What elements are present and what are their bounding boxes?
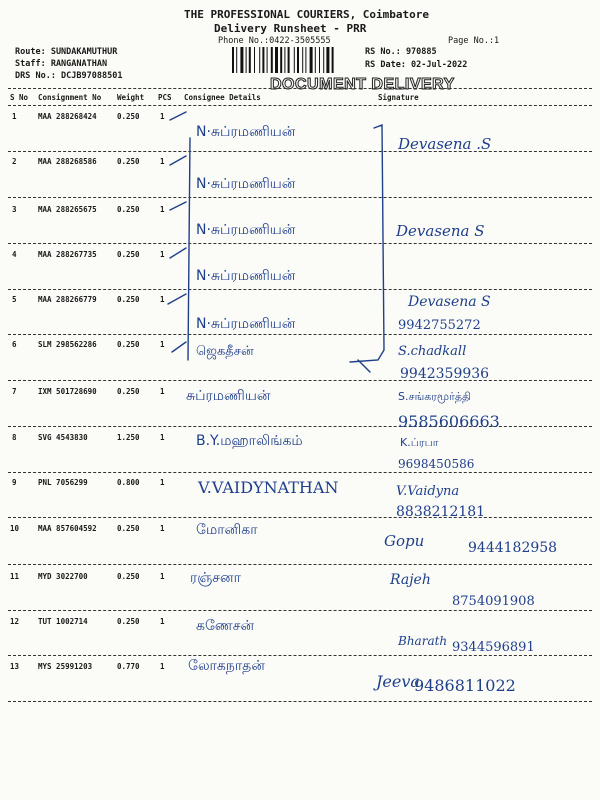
barcode-bar	[315, 47, 316, 73]
phone-number-handwritten: 9942755272	[398, 318, 481, 333]
row-weight: 0.250	[117, 387, 140, 396]
row-divider	[8, 243, 592, 244]
row-consignment: SLM 298562286	[38, 340, 97, 349]
header-bottom-rule	[8, 105, 592, 106]
barcode-bar	[271, 47, 273, 73]
row-divider	[8, 472, 592, 473]
signature: Rajeh	[390, 572, 431, 588]
row-divider	[8, 655, 592, 656]
page-number: Page No.:1	[448, 36, 500, 46]
barcode-bar	[288, 47, 290, 73]
row-pcs: 1	[160, 157, 165, 166]
signature: S.சங்கரமூர்த்தி	[398, 390, 472, 403]
document-delivery-stamp: DOCUMENT DELIVERY	[270, 76, 455, 93]
header-top-rule	[8, 88, 592, 89]
phone-number-handwritten: 8754091908	[452, 594, 535, 609]
barcode-bar	[305, 47, 306, 73]
signature: S.chadkall	[398, 344, 467, 359]
barcode-bar	[246, 47, 247, 73]
barcode-bar	[259, 47, 260, 73]
row-divider	[8, 289, 592, 290]
barcode-bar	[262, 47, 264, 73]
row-pcs: 1	[160, 433, 165, 442]
row-divider	[8, 151, 592, 152]
row-consignment: MAA 288266779	[38, 295, 97, 304]
phone-number-handwritten: 9942359936	[400, 366, 490, 382]
row-divider	[8, 610, 592, 611]
col-consignee: Consignee Details	[184, 93, 261, 102]
row-sno: 1	[12, 112, 17, 121]
col-weight: Weight	[117, 93, 145, 102]
signature: Jeeva	[376, 672, 420, 691]
row-pcs: 1	[160, 205, 165, 214]
row-sno: 3	[12, 205, 17, 214]
staff-label: Staff: RANGANATHAN	[15, 59, 108, 69]
row-divider	[8, 426, 592, 427]
barcode-bar	[326, 47, 329, 73]
barcode-bar	[323, 47, 324, 73]
barcode-bar	[297, 47, 299, 73]
row-sno: 2	[12, 157, 17, 166]
row-weight: 0.800	[117, 478, 140, 487]
row-pcs: 1	[160, 250, 165, 259]
barcode-bar	[302, 47, 303, 73]
row-pcs: 1	[160, 112, 165, 121]
row-divider	[8, 701, 592, 702]
barcode-bar	[332, 47, 334, 73]
row-sno: 10	[10, 524, 20, 533]
phone-number: Phone No.:0422-3505555	[218, 36, 331, 46]
route-label: Route: SUNDAKAMUTHUR	[15, 47, 118, 57]
col-consignment: Consignment No	[38, 93, 102, 102]
row-sno: 13	[10, 662, 20, 671]
row-weight: 0.250	[117, 340, 140, 349]
barcode-bar	[275, 47, 278, 73]
barcode-bar	[319, 47, 320, 73]
consignee-handwriting: N·சுப்ரமணியன்	[196, 268, 296, 284]
row-consignment: MAA 288268586	[38, 157, 97, 166]
row-consignment: MYS 25991203	[38, 662, 93, 671]
row-consignment: MYD 3022700	[38, 572, 88, 581]
row-consignment: TUT 1002714	[38, 617, 88, 626]
consignee-handwriting: லோகநாதன்	[188, 658, 265, 674]
signature: Devasena .S	[398, 135, 492, 153]
consignee-handwriting: ரஞ்சனா	[190, 570, 241, 586]
phone-number-handwritten: 9444182958	[468, 540, 558, 556]
consignee-handwriting: N·சுப்ரமணியன்	[196, 222, 296, 238]
row-pcs: 1	[160, 478, 165, 487]
col-sno: S No	[10, 93, 29, 102]
phone-number-handwritten: 9585606663	[398, 412, 500, 431]
signature: Devasena S	[408, 294, 491, 310]
row-weight: 0.250	[117, 572, 140, 581]
row-consignment: MAA 288267735	[38, 250, 97, 259]
row-consignment: MAA 288268424	[38, 112, 97, 121]
row-weight: 0.250	[117, 250, 140, 259]
consignee-handwriting: சுப்ரமணியன்	[186, 388, 271, 404]
signature: K.ப்ரபா	[400, 436, 439, 449]
row-consignment: IXM 501728690	[38, 387, 97, 396]
row-weight: 0.770	[117, 662, 140, 671]
barcode-bar	[267, 47, 268, 73]
consignee-handwriting: B.Y.மஹாலிங்கம்	[196, 433, 303, 449]
row-pcs: 1	[160, 572, 165, 581]
barcode	[232, 47, 354, 73]
row-sno: 9	[12, 478, 17, 487]
consignee-handwriting: கணேசன்	[196, 618, 255, 634]
signature: V.Vaidyna	[396, 484, 460, 499]
consignee-handwriting: N·சுப்ரமணியன்	[196, 316, 296, 332]
consignee-handwriting: N·சுப்ரமணியன்	[196, 124, 296, 140]
consignee-handwriting: N·சுப்ரமணியன்	[196, 176, 296, 192]
row-divider	[8, 517, 592, 518]
row-sno: 5	[12, 295, 17, 304]
row-pcs: 1	[160, 524, 165, 533]
col-signature: Signature	[378, 93, 419, 102]
col-pcs: PCS	[158, 93, 172, 102]
row-weight: 1.250	[117, 433, 140, 442]
barcode-bar	[310, 47, 313, 73]
row-consignment: MAA 288265675	[38, 205, 97, 214]
document-title: Delivery Runsheet - PRR	[214, 22, 367, 35]
row-sno: 4	[12, 250, 17, 259]
rs-number: RS No.: 970885	[365, 47, 437, 57]
row-sno: 6	[12, 340, 17, 349]
row-pcs: 1	[160, 617, 165, 626]
row-sno: 8	[12, 433, 17, 442]
row-pcs: 1	[160, 662, 165, 671]
row-weight: 0.250	[117, 157, 140, 166]
row-weight: 0.250	[117, 295, 140, 304]
row-weight: 0.250	[117, 617, 140, 626]
row-consignment: MAA 857604592	[38, 524, 97, 533]
row-consignment: PNL 7056299	[38, 478, 88, 487]
row-weight: 0.250	[117, 112, 140, 121]
barcode-bar	[232, 47, 234, 73]
phone-number-handwritten: 9344596891	[452, 640, 535, 655]
barcode-bar	[240, 47, 243, 73]
barcode-bar	[280, 47, 282, 73]
barcode-bar	[254, 47, 255, 73]
barcode-bar	[284, 47, 285, 73]
consignee-handwriting: மோனிகா	[196, 522, 258, 538]
rs-date: RS Date: 02-Jul-2022	[365, 60, 468, 70]
signature: Devasena S	[396, 222, 485, 240]
phone-number-handwritten: 9486811022	[414, 676, 516, 695]
barcode-bar	[249, 47, 251, 73]
row-pcs: 1	[160, 340, 165, 349]
row-divider	[8, 197, 592, 198]
row-pcs: 1	[160, 387, 165, 396]
consignee-handwriting: V.VAIDYNATHAN	[198, 478, 339, 497]
row-sno: 7	[12, 387, 17, 396]
row-sno: 11	[10, 572, 20, 581]
barcode-bar	[236, 47, 237, 73]
row-consignment: SVG 4543830	[38, 433, 88, 442]
row-weight: 0.250	[117, 205, 140, 214]
company-name: THE PROFESSIONAL COURIERS, Coimbatore	[184, 8, 430, 21]
phone-number-handwritten: 8838212181	[396, 504, 486, 520]
row-pcs: 1	[160, 295, 165, 304]
signature: Bharath	[398, 634, 448, 648]
row-divider	[8, 380, 592, 381]
row-divider	[8, 564, 592, 565]
barcode-bar	[294, 47, 295, 73]
drs-number: DRS No.: DCJB97088501	[15, 71, 123, 81]
consignee-handwriting: ஜெகதீசன்	[196, 344, 254, 359]
signature: Gopu	[384, 532, 425, 550]
row-divider	[8, 334, 592, 335]
row-sno: 12	[10, 617, 20, 626]
phone-number-handwritten: 9698450586	[398, 457, 475, 471]
row-weight: 0.250	[117, 524, 140, 533]
